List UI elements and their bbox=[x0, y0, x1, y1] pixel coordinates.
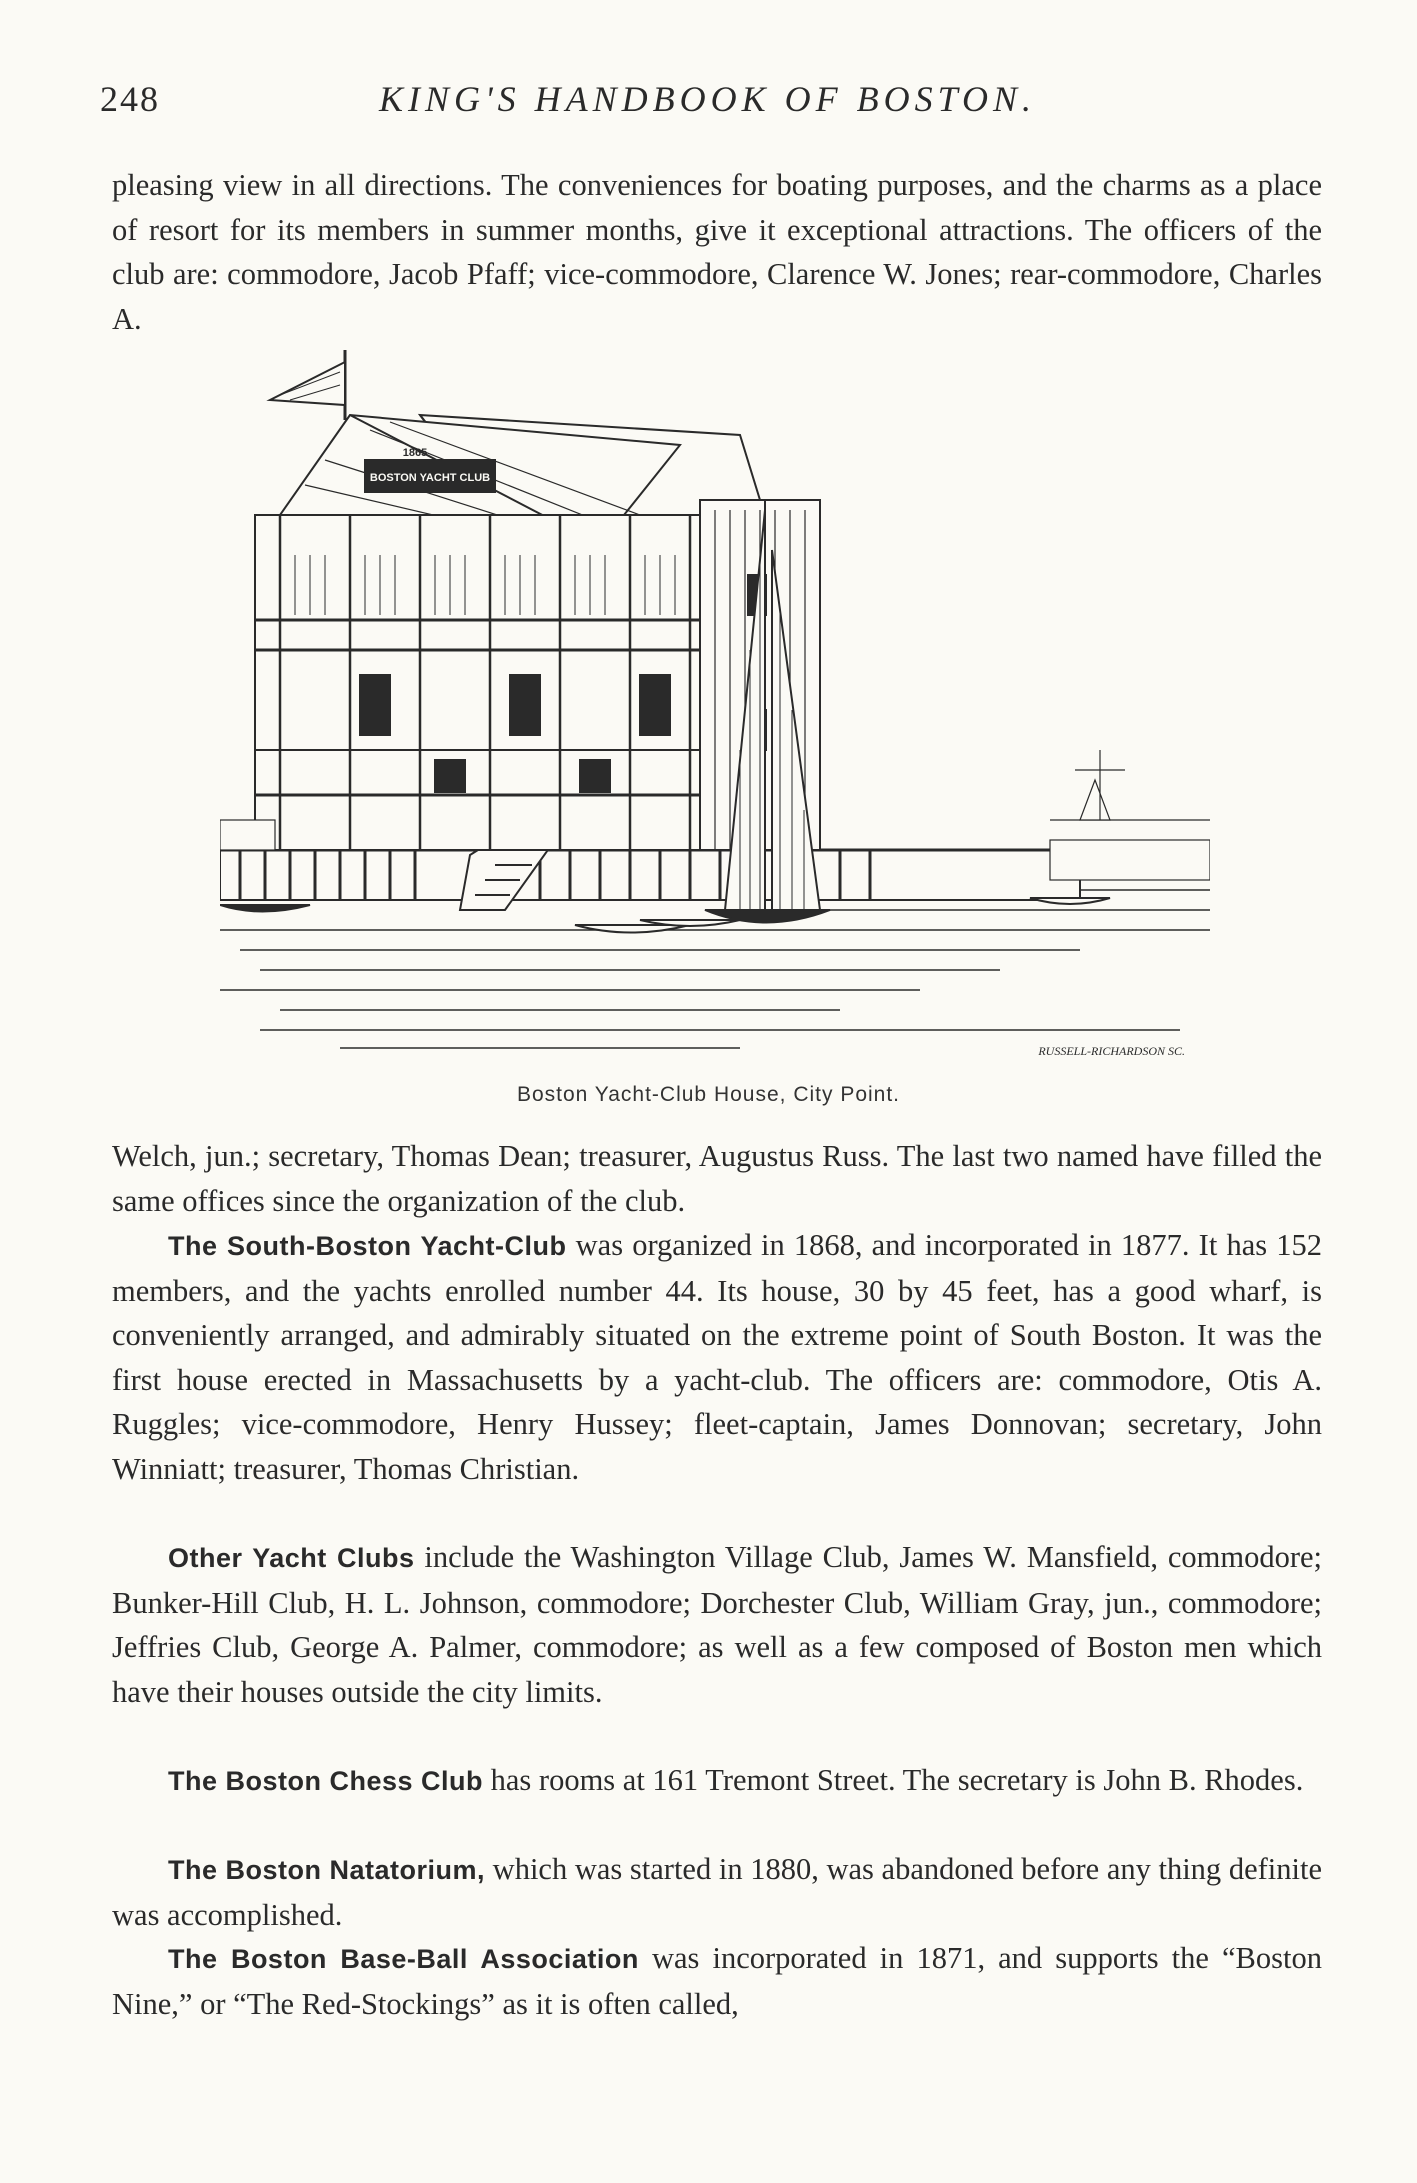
engraver-signature: RUSSELL-RICHARDSON SC. bbox=[1038, 1044, 1185, 1058]
sign-text: BOSTON YACHT CLUB bbox=[369, 472, 491, 484]
paragraph-boston-chess-club bbox=[112, 1758, 1322, 1804]
yacht-club-engraving bbox=[220, 350, 1210, 1070]
section-lead-boston-natatorium: The Boston Natatorium, bbox=[168, 1855, 486, 1885]
page-number: 248 bbox=[100, 79, 160, 119]
illustration-caption: Boston Yacht-Club House, City Point. bbox=[516, 1083, 901, 1106]
paragraph-body: was organized in 1868, and incorporated in 1877. It has 152 members, and the yachts enrolled number 44. Its house, 30 by 45 feet, has a good wharf, is conveniently arranged, and admirably situated on the extreme point of South Boston. It was the first house erected in Massachusetts by a yacht-club. The officers are: commodore, Otis A. Ruggles; vice-commodore, Henry Hussey; fleet-captain, James Donnovan; secretary, John Winniatt; treasurer, Thomas Christian. bbox=[112, 1228, 1322, 1486]
paragraph-body: which was started in 1880, was abandoned before any thing definite was accomplished. bbox=[112, 1852, 1322, 1932]
section-lead-south-boston-yacht-club: The South-Boston Yacht-Club bbox=[168, 1231, 567, 1261]
paragraph-officers-continued: pleasing view in all directions. The conveniences for boating purposes, and the charms as a place of resort for its members in summer months, give it exceptional attractions. The officers of the club are: commodore, Jacob Pfaff; vice-commodore, Clarence W. Jones; rear-commodore, Charles A. bbox=[112, 168, 1322, 336]
page-header bbox=[100, 78, 1315, 128]
paragraph-body: has rooms at 161 Tremont Street. The secretary is John B. Rhodes. bbox=[483, 1763, 1304, 1797]
paragraph-boston-natatorium bbox=[112, 1847, 1322, 1937]
pier-pilings-icon bbox=[220, 850, 1080, 900]
paragraph-body: was incorporated in 1871, and supports the “Boston Nine,” or “The Red-Stockings” as it is often called, bbox=[112, 1941, 1322, 2021]
club-pennant-flag-icon bbox=[270, 350, 345, 420]
section-lead-boston-chess-club: The Boston Chess Club bbox=[168, 1766, 484, 1796]
sign-year: 1865 bbox=[402, 447, 428, 459]
paragraph-other-yacht-clubs bbox=[112, 1535, 1322, 1714]
section-lead-other-yacht-clubs: Other Yacht Clubs bbox=[168, 1543, 415, 1573]
paragraph-south-boston-yacht-club bbox=[112, 1223, 1322, 1491]
paragraph-body: include the Washington Village Club, James W. Mansfield, commodore; Bunker-Hill Club, H. L. Johnson, commodore; Dorchester Club, William Gray, jun., commodore; Jeffries Club, George A. Palmer, commodore; as well as a few composed of Boston men which have their houses outside the city limits. bbox=[112, 1540, 1322, 1709]
running-title: KING'S HANDBOOK OF BOSTON. bbox=[378, 79, 1037, 119]
paragraph-officers-end: Welch, jun.; secretary, Thomas Dean; treasurer, Augustus Russ. The last two named have filled the same offices since the organization of the club. bbox=[112, 1139, 1322, 1218]
paragraph-boston-base-ball-association bbox=[112, 1936, 1322, 2026]
rowboats-icon bbox=[220, 898, 1110, 933]
section-lead-boston-base-ball-association: The Boston Base-Ball Association bbox=[168, 1944, 639, 1974]
